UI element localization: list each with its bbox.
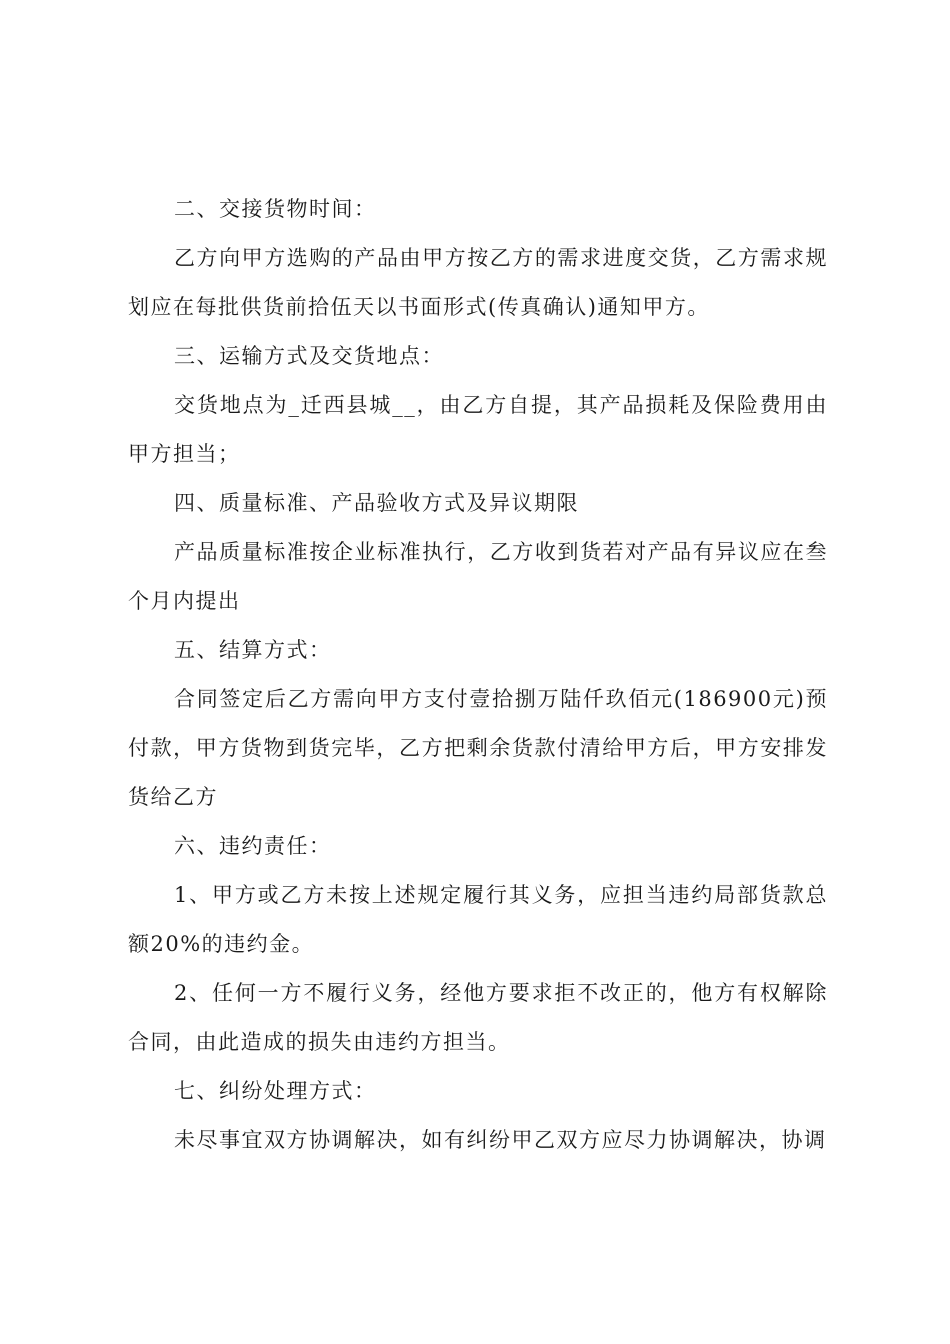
document-page (128, 185, 828, 1165)
paragraph-dispute: 未尽事宜双方协调解决，如有纠纷甲乙双方应尽力协调解决，协调 (174, 1128, 827, 1152)
paragraph-delivery-location: 交货地点为_迁西县城__，由乙方自提，其产品损耗及保险费用由甲方担当； (128, 393, 828, 466)
paragraph-settlement: 合同签定后乙方需向甲方支付壹拾捌万陆仟玖佰元(186900元)预付款，甲方货物到货完毕，乙方把剩余货款付清给甲方后，甲方安排发货给乙方 (128, 687, 828, 809)
paragraph-quality-standard: 产品质量标准按企业标准执行，乙方收到货若对产品有异议应在叁个月内提出 (128, 540, 828, 613)
paragraph-liability-2: 2、任何一方不履行义务，经他方要求拒不改正的，他方有权解除合同，由此造成的损失由违约方担当。 (128, 981, 828, 1054)
section-heading-dispute: 七、纠纷处理方式： (174, 1079, 377, 1103)
section-heading-transport: 三、运输方式及交货地点： (174, 344, 444, 368)
section-heading-settlement: 五、结算方式： (174, 638, 332, 662)
paragraph-delivery-schedule: 乙方向甲方选购的产品由甲方按乙方的需求进度交货，乙方需求规划应在每批供货前拾伍天以书面形式(传真确认)通知甲方。 (128, 246, 828, 319)
section-heading-liability: 六、违约责任： (174, 834, 332, 858)
section-heading-quality: 四、质量标准、产品验收方式及异议期限 (174, 491, 579, 515)
section-heading-delivery-time: 二、交接货物时间： (174, 197, 377, 221)
paragraph-liability-1: 1、甲方或乙方未按上述规定履行其义务，应担当违约局部货款总额20%的违约金。 (128, 883, 828, 956)
